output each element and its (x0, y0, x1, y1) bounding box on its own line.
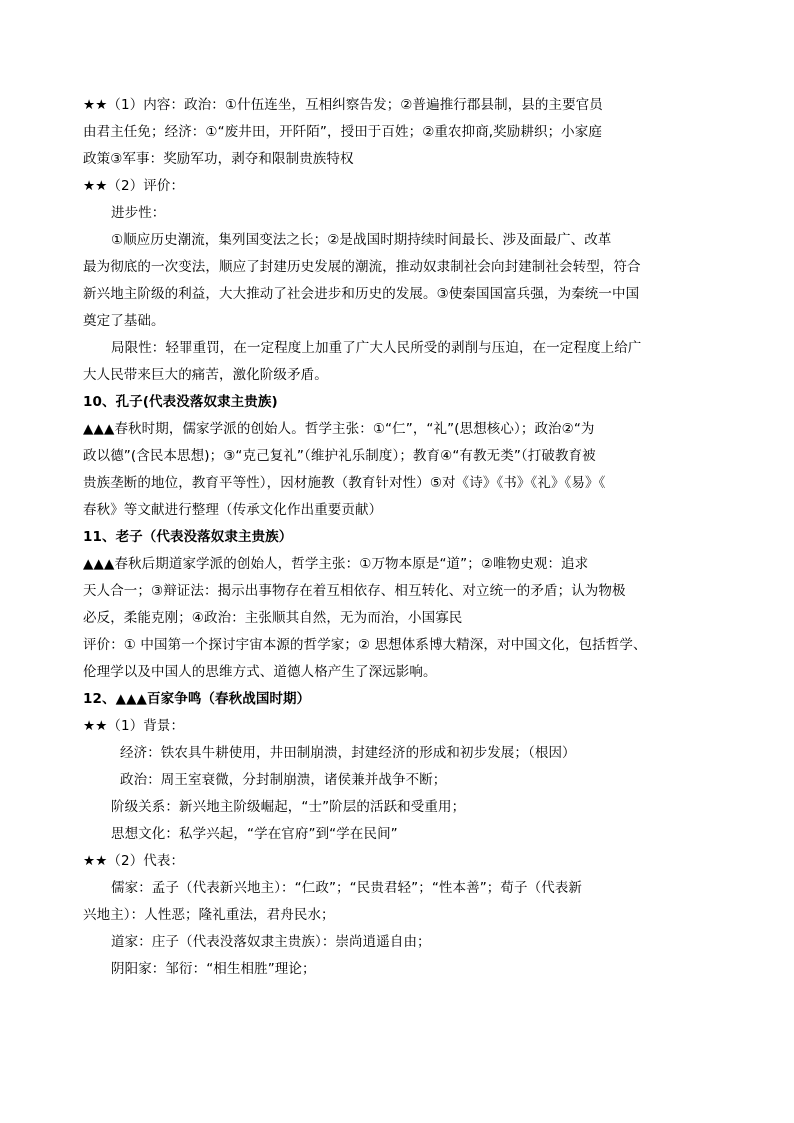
evaluation-heading: ★★（2）评价： (83, 178, 185, 194)
representative-yinyang: 阴阳家：邹衍：“相生相胜”理论； (111, 961, 316, 977)
limitation-line-1: 局限性：轻罪重罚，在一定程度上加重了广大人民所受的剥削与压迫，在一定程度上给广 (111, 340, 642, 356)
progressive-line-3: 新兴地主阶级的利益，大大推动了社会进步和历史的发展。③使秦国国富兵强，为秦统一中国 (83, 286, 640, 302)
background-economy: 经济：铁农具牛耕使用，井田制崩溃，封建经济的形成和初步发展；（根因） (120, 745, 576, 761)
section-heading-hundred-schools: 12、▲▲▲百家争鸣（春秋战国时期） (83, 691, 311, 707)
confucius-line-4: 春秋》等文献进行整理（传承文化作出重要贡献） (83, 502, 383, 518)
progressive-line-2: 最为彻底的一次变法，顺应了封建历史发展的潮流，推动奴隶制社会向封建制社会转型，符合 (83, 259, 641, 275)
content-line-1: ★★（1）内容：政治：①什伍连坐，互相纠察告发；②普遍推行郡县制，县的主要官员 (83, 97, 603, 113)
confucius-line-1: ▲▲▲春秋时期，儒家学派的创始人。哲学主张：①“仁”，“礼”(思想核心）；政治②“为 (83, 421, 595, 437)
background-class: 阶级关系：新兴地主阶级崛起，“士”阶层的活跃和受重用； (111, 799, 466, 815)
section-heading-confucius: 10、孔子(代表没落奴隶主贵族) (83, 394, 278, 410)
representatives-heading: ★★（2）代表： (83, 853, 185, 869)
section-heading-laozi: 11、老子（代表没落奴隶主贵族） (83, 529, 293, 545)
background-heading: ★★（1）背景： (83, 718, 185, 734)
confucius-line-2: 政以德”(含民本思想)；③“克己复礼”（维护礼乐制度）；教育④“有教无类”（打破教育被 (83, 448, 596, 464)
limitation-line-2: 大人民带来巨大的痛苦，激化阶级矛盾。 (83, 367, 328, 383)
laozi-line-2: 天人合一；③辩证法：揭示出事物存在着互相依存、相互转化、对立统一的矛盾；认为物极 (83, 583, 626, 599)
background-culture: 思想文化：私学兴起，“学在官府”到“学在民间” (111, 826, 398, 842)
laozi-evaluation-line-2: 伦理学以及中国人的思维方式、道德人格产生了深远影响。 (83, 664, 437, 680)
laozi-line-3: 必反，柔能克刚；④政治：主张顺其自然，无为而治，小国寡民 (83, 610, 463, 626)
progressive-label: 进步性： (111, 205, 166, 221)
confucius-line-3: 贵族垄断的地位，教育平等性），因材施教（教育针对性）⑤对《诗》《书》《礼》《易》《 (83, 475, 606, 491)
representative-confucian-line-1: 儒家：孟子（代表新兴地主）：“仁政”；“民贵君轻”；“性本善”；荀子（代表新 (111, 880, 583, 896)
progressive-line-1: ①顺应历史潮流，集列国变法之长；②是战国时期持续时间最长、涉及面最广、改革 (111, 232, 612, 248)
content-line-3: 政策③军事：奖励军功，剥夺和限制贵族特权 (83, 151, 354, 167)
content-line-2: 由君主任免；经济：①“废井田，开阡陌”，授田于百姓；②重农抑商,奖励耕织；小家庭 (83, 124, 602, 140)
laozi-evaluation-line-1: 评价：① 中国第一个探讨宇宙本源的哲学家；② 思想体系博大精深，对中国文化，包括哲学、 (83, 637, 647, 653)
progressive-line-4: 奠定了基础。 (83, 313, 165, 329)
document-page (83, 92, 673, 983)
background-politics: 政治：周王室衰微，分封制崩溃，诸侯兼并战争不断； (120, 772, 447, 788)
representative-taoist: 道家：庄子（代表没落奴隶主贵族）：崇尚逍遥自由； (111, 934, 431, 950)
representative-confucian-line-2: 兴地主）：人性恶；隆礼重法，君舟民水； (83, 907, 335, 923)
laozi-line-1: ▲▲▲春秋后期道家学派的创始人，哲学主张：①万物本原是“道”；②唯物史观：追求 (83, 556, 589, 572)
